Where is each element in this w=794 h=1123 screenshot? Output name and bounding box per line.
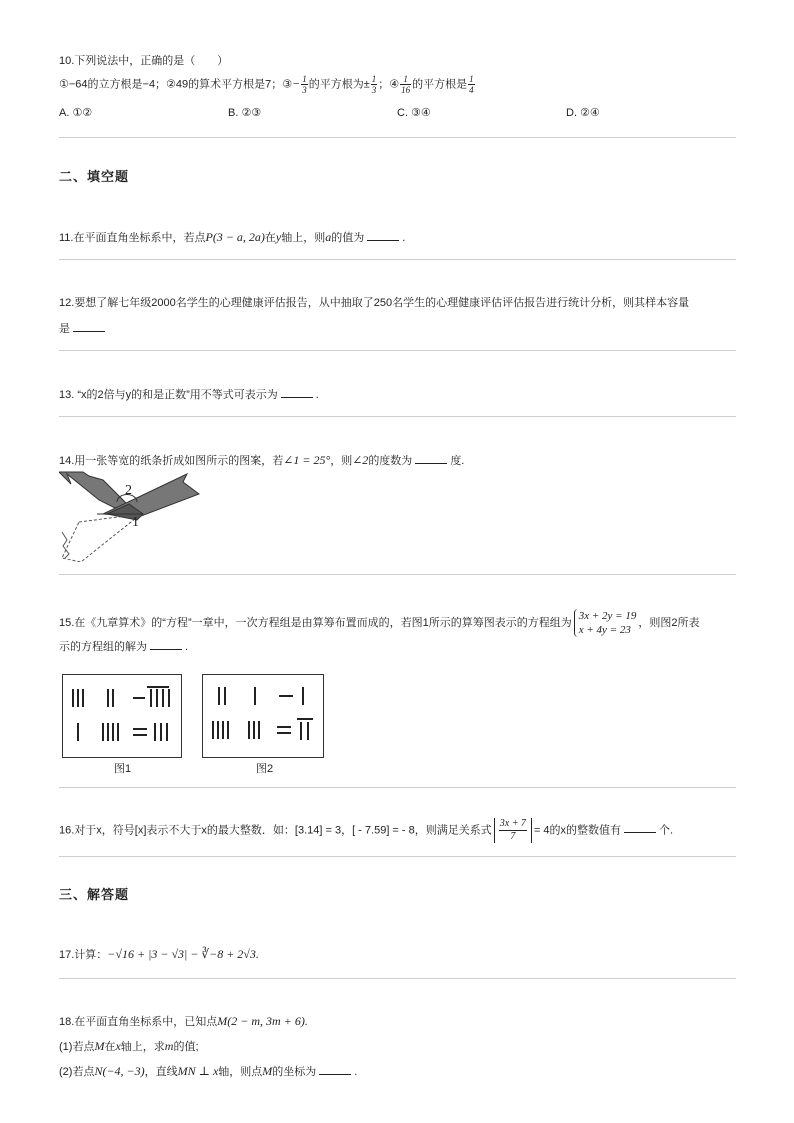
section-title-fill-in: 二、填空题: [59, 170, 130, 185]
figure-1-caption: 图1: [114, 763, 132, 775]
q13: 13. “x的2倍与y的和是正数”用不等式可表示为 .: [59, 389, 319, 401]
q10-frac-2: $\frac{1}{3}$: [371, 74, 377, 95]
q18-part1: (1)若点M在x轴上，求m的值;: [59, 1039, 199, 1053]
divider: [59, 137, 736, 138]
counting-rods-figure-1: [62, 674, 182, 758]
q10-statements: [59, 74, 476, 95]
q12-line1: 12.要想了解七年级2000名学生的心理健康评估报告，从中抽取了250名学生的心理健康评估评估报告进行统计分析，则其样本容量: [59, 297, 690, 309]
section-title-solve: 三、解答题: [59, 888, 130, 903]
floor-bracket: $\frac{3x + 7}{7}$: [494, 818, 532, 843]
counting-rods-figure-2: [202, 674, 324, 758]
q10-text-3: ；④: [378, 78, 400, 91]
q10-neg: −: [292, 76, 301, 91]
q15-line1: 15.在《九章算术》的“方程”一章中，一次方程组是由算筹布置而成的，若图1所示的算筹图表示的方程组为 3x + 2y = 19 x + 4y = 23 ，则图2所表: [59, 610, 700, 636]
q10-text-2: 的平方根为±: [308, 78, 370, 91]
answer-blank[interactable]: [150, 639, 182, 650]
divider: [59, 350, 736, 351]
figure-2-caption: 图2: [256, 763, 274, 775]
answer-blank[interactable]: [73, 321, 105, 332]
divider: [59, 574, 736, 575]
answer-blank[interactable]: [367, 230, 399, 241]
q10-frac-3: $\frac{1}{16}$: [401, 74, 411, 95]
q16: 16.对于x，符号[x]表示不大于x的最大整数．如：[3.14] = 3，[ - 7.59] = - 8，则满足关系式 $\frac{3x + 7}{7}$ = 4的x的整数值有 个.: [59, 818, 674, 842]
q10-text-1: ①−64的立方根是−4；②49的算术平方根是7；③: [59, 78, 293, 91]
q10-option-d[interactable]: D. ②④: [566, 107, 600, 119]
angle-1-label: 1: [132, 515, 139, 530]
divider: [59, 856, 736, 857]
angle-2-label: 2: [125, 483, 132, 498]
q10-option-a[interactable]: A. ①②: [59, 107, 93, 119]
q15-line2: 示的方程组的解为 .: [59, 641, 189, 653]
q10-frac-1: $\frac{1}{3}$: [302, 74, 307, 95]
q10-stem: 10.下列说法中，正确的是（ ）: [59, 55, 229, 67]
q10-frac-4: $\frac{1}{4}$: [469, 74, 474, 95]
folded-strip-figure: [59, 470, 204, 562]
divider: [59, 416, 736, 417]
q10-option-b[interactable]: B. ②③: [228, 107, 262, 119]
divider: [59, 978, 736, 979]
q12-line2: 是: [59, 320, 108, 336]
q10-option-c[interactable]: C. ③④: [397, 107, 431, 119]
q10-text-4: 的平方根是: [412, 78, 468, 91]
q17: 17.计算：−√16 + |3 − √3| − ∛−8 + 2√3.: [59, 947, 259, 961]
q14: 14.用一张等宽的纸条折成如图所示的图案，若∠1 = 25°，则∠2的度数为 度.: [59, 453, 465, 467]
answer-blank[interactable]: [319, 1064, 351, 1075]
answer-blank[interactable]: [281, 387, 313, 398]
q18-part2: (2)若点N(−4, −3)，直线MN ⊥ x轴，则点M的坐标为 .: [59, 1064, 358, 1078]
q11: 11.在平面直角坐标系中，若点P(3 − a, 2a)在y轴上，则a的值为 .: [59, 230, 406, 244]
answer-blank[interactable]: [624, 822, 656, 833]
divider: [59, 787, 736, 788]
divider: [59, 259, 736, 260]
q18-stem: 18.在平面直角坐标系中，已知点M(2 − m, 3m + 6).: [59, 1014, 308, 1028]
equation-system: 3x + 2y = 19 x + 4y = 23: [574, 609, 637, 637]
answer-blank[interactable]: [415, 453, 447, 464]
